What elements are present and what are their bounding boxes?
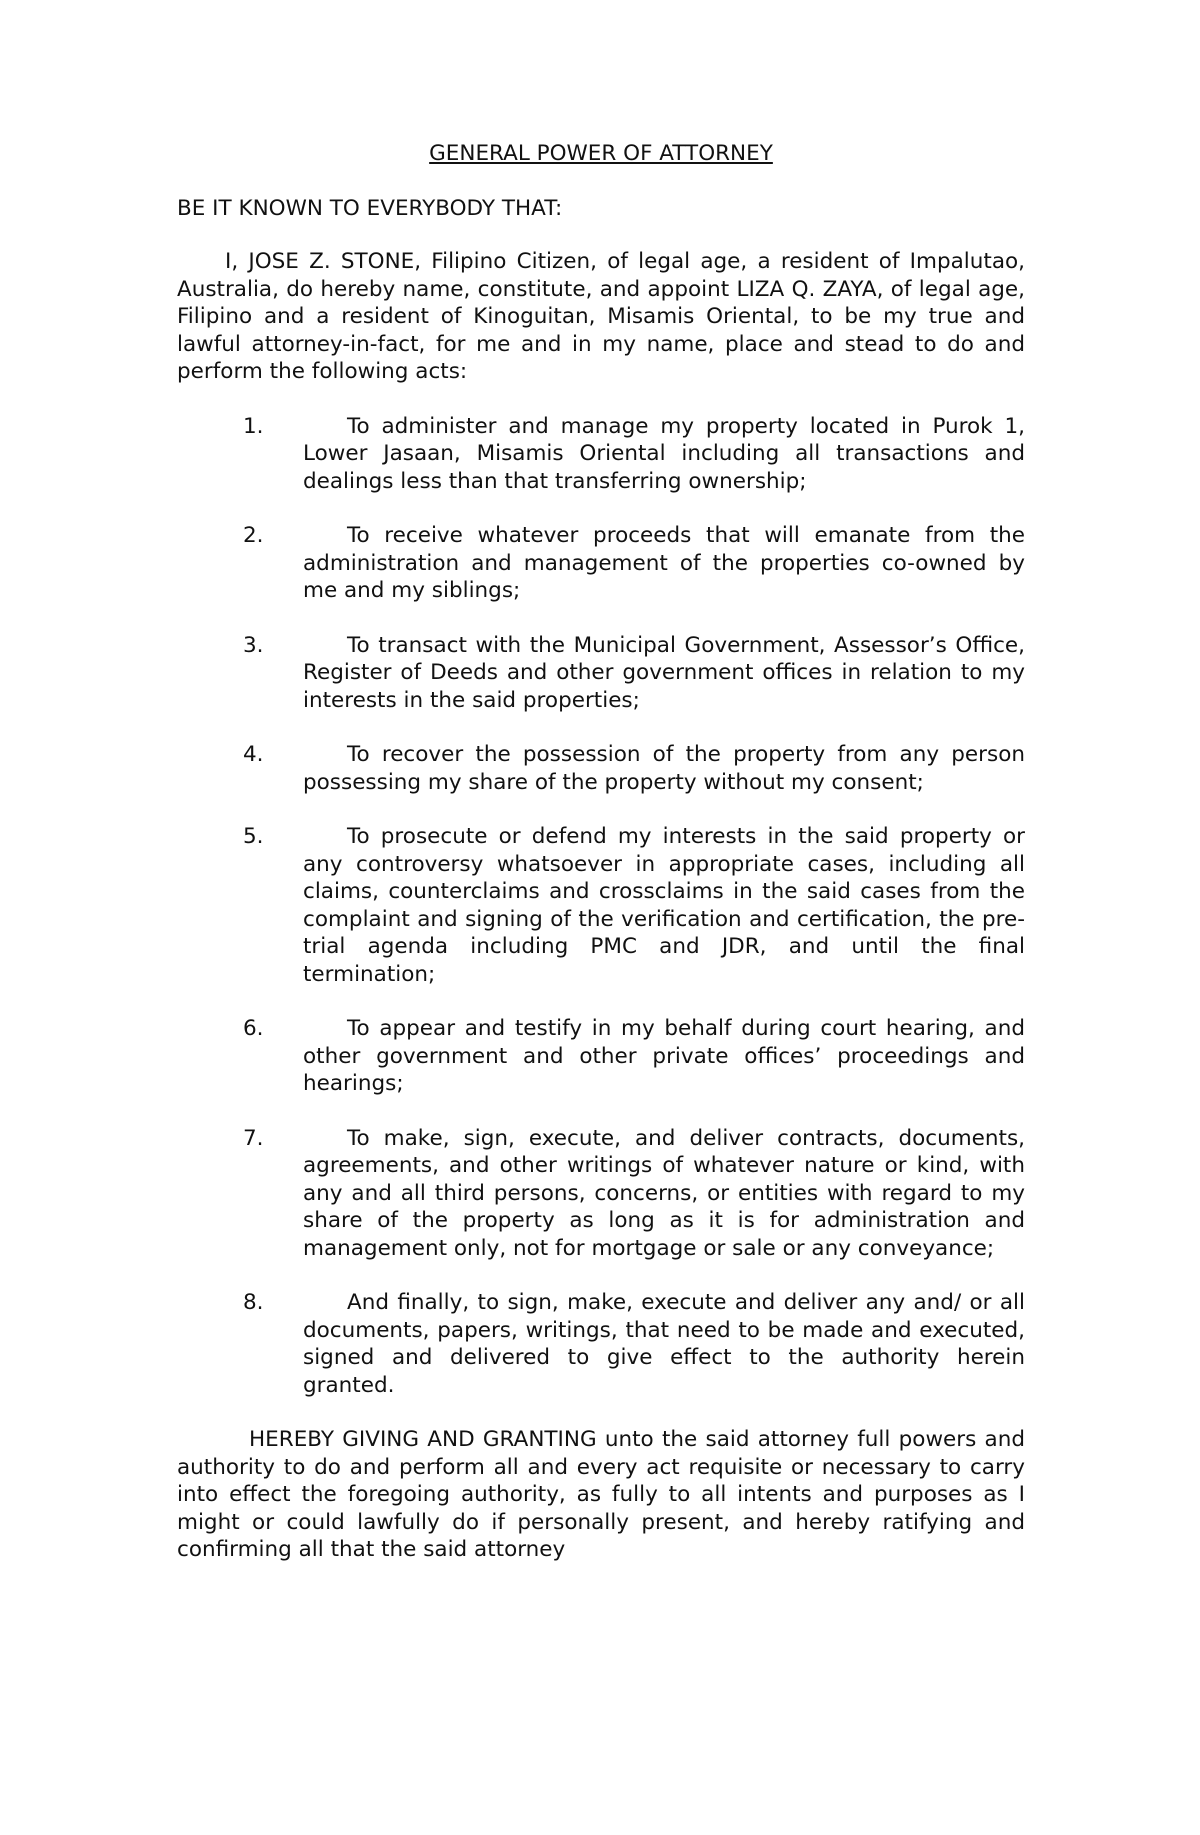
opening-paragraph: I, JOSE Z. STONE, Filipino Citizen, of legal age, a resident of Impalutao, Australia, do hereby name, constitute, and appoint LIZA Q. ZAYA, of legal age, Filipino and a resident of Kinoguitan, Misamis Oriental, to be my true and lawful attorney-in-fact, for me and in my name, place and stead to do and perform the following acts: [177,249,1025,384]
list-item [177,632,1025,715]
act-text: To make, sign, execute, and deliver contracts, documents, agreements, and other writings of whatever nature or kind, with any and all third persons, concerns, or entities with regard to my share of the property as long as it is for administration and management only, not for mortgage or sale or any conveyance; [303,1125,1025,1261]
list-item [177,741,1025,796]
act-number: 5. [243,824,264,849]
document-page [177,140,1025,1564]
act-number: 3. [243,632,264,658]
act-text: To appear and testify in my behalf during court hearing, and other government and other private offices’ proceedings and hearings; [303,1016,1025,1096]
act-number: 8. [243,1290,264,1315]
act-text: To transact with the Municipal Government, Assessor’s Office, Register of Deeds and other government offices in relation to my interests in the said properties; [303,632,1025,713]
act-text: And finally, to sign, make, execute and deliver any and/ or all documents, papers, writings, that need to be made and executed, signed and delivered to give effect to the authority herein granted. [303,1290,1025,1398]
act-number: 7. [243,1125,264,1151]
act-text: To administer and manage my property located in Purok 1, Lower Jasaan, Misamis Oriental including all transactions and dealings less than that transferring ownership; [303,413,1025,494]
list-item [177,522,1025,605]
list-item [177,1289,1025,1399]
intro-line: BE IT KNOWN TO EVERYBODY THAT: [177,195,563,221]
act-text: To receive whatever proceeds that will emanate from the administration and management of the properties co-owned by me and my siblings; [303,523,1025,603]
acts-list [177,413,1025,1400]
document-title: GENERAL POWER OF ATTORNEY [429,141,773,166]
act-text: To recover the possession of the property from any person possessing my share of the property without my consent; [303,742,1025,795]
list-item [177,413,1025,496]
act-number: 1. [243,413,264,439]
list-item [177,1015,1025,1098]
list-item [177,1125,1025,1263]
act-text: To prosecute or defend my interests in the said property or any controversy whatsoever in appropriate cases, including all claims, counterclaims and crossclaims in the said cases from the complaint and signing of the verification and certification, the pre-trial agenda including PMC and JDR, and until the final termination; [303,824,1025,987]
act-number: 2. [243,523,264,548]
list-item [177,823,1025,988]
act-number: 6. [243,1016,264,1041]
closing-paragraph: HEREBY GIVING AND GRANTING unto the said attorney full powers and authority to do and perform all and every act requisite or necessary to carry into effect the foregoing authority, as fully to all intents and purposes as I might or could lawfully do if personally present, and hereby ratifying and confirming all that the said attorney [177,1427,1025,1562]
act-number: 4. [243,742,264,767]
